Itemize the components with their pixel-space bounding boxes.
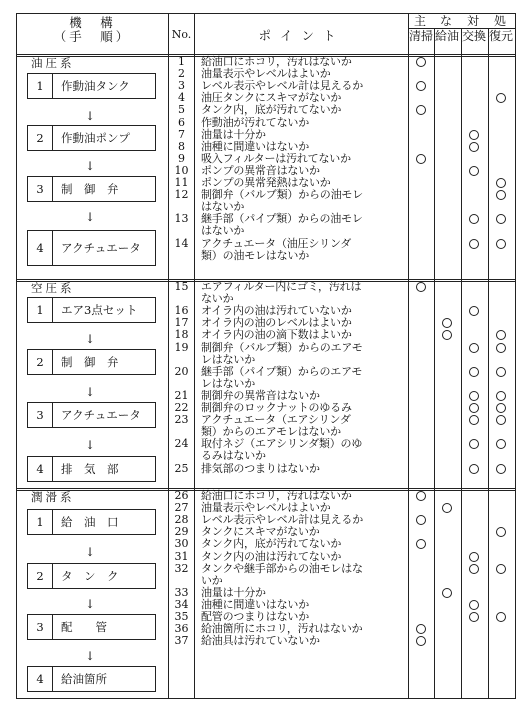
row-point-text: 油種に間違いはないか [201,139,309,153]
check-circle-icon [442,330,452,340]
check-circle-icon [496,239,506,249]
header-top-4: 処 [494,14,507,28]
row-number: 24 [174,437,189,451]
check-circle-icon [496,343,506,353]
down-arrow-icon: ↓ [85,385,96,399]
check-circle-icon [416,636,426,646]
row-number: 35 [174,610,189,623]
check-circle-icon [416,491,426,501]
inspection-row [17,437,515,463]
row-point-text: 類）の油モレはないか [201,248,309,262]
inspection-row [17,340,515,366]
header-top-1: 主 [414,14,427,28]
header-no: No. [171,28,192,41]
header-lubrication: 給油 [435,29,460,43]
check-circle-icon [496,415,506,425]
header-restoration: 復元 [489,29,514,43]
row-number: 5 [178,103,185,117]
check-circle-icon [416,57,426,67]
row-number: 11 [174,176,189,189]
check-circle-icon [416,105,426,115]
check-circle-icon [469,239,479,249]
row-number: 31 [174,549,189,563]
check-circle-icon [469,612,479,622]
step-label: 給油箇所 [61,671,107,686]
row-point-text: 制御弁（バルブ類）からのエアモ [201,340,363,354]
section-title-lubrication: 潤滑系 [31,490,75,504]
row-point-text: 排気部のつまりはないか [201,461,320,475]
check-circle-icon [496,93,506,103]
row-number: 1 [178,55,185,68]
header-mechanism [17,16,168,44]
check-circle-icon [496,439,506,449]
inspection-row [17,561,515,587]
check-circle-icon [496,612,506,622]
row-point-text: 油圧タンクにスキマがないか [201,91,342,105]
check-circle-icon [416,624,426,634]
step-label: 作動油タンク [61,78,130,93]
row-number: 2 [178,67,185,81]
row-number: 14 [174,236,189,250]
header-mechanism-label: 機 構 [69,15,116,30]
check-circle-icon [496,403,506,413]
row-point-text: アクチュエータ（油圧シリンダ [201,236,352,250]
step-label: 制 御 弁 [61,354,119,369]
down-arrow-icon: ↓ [85,159,96,173]
row-number: 36 [174,622,189,636]
check-circle-icon [416,282,426,292]
check-circle-icon [469,552,479,562]
row-number: 28 [174,513,189,527]
row-number: 12 [174,188,189,202]
row-point-text: 作動油が汚れてないか [201,115,309,129]
row-number: 25 [174,461,189,475]
row-number: 3 [178,79,185,93]
check-circle-icon [469,142,479,152]
row-number: 10 [174,163,189,177]
step-label: タ ン ク [61,568,119,583]
row-point-text: 油量は十分か [201,585,266,599]
section-title-pneumatic: 空圧系 [31,281,75,295]
header-divider [408,28,515,29]
row-number: 21 [174,388,189,402]
inspection-row [17,463,515,475]
inspection-row [17,635,515,647]
check-circle-icon [469,600,479,610]
row-point-text: 油量表示やレベルはよいか [201,501,331,515]
check-circle-icon [496,330,506,340]
header-top-2: な [440,14,453,28]
check-circle-icon [469,564,479,574]
check-circle-icon [469,439,479,449]
row-point-text: オイラ内の油は汚れていないか [201,304,352,318]
row-number: 17 [174,316,189,330]
inspection-row [17,413,515,439]
step-label: 制 御 弁 [61,181,119,196]
section-title-hydraulic: 油圧系 [31,56,75,70]
check-circle-icon [496,214,506,224]
row-number: 4 [178,91,185,105]
step-number: 1 [28,510,53,534]
step-label: 配 管 [61,619,107,634]
row-point-text: るみはないか [201,449,266,463]
down-arrow-icon: ↓ [85,649,96,663]
row-point-text: 制御弁（バルブ類）からの油モレ [201,188,363,202]
row-point-text: ポンプの異常発熱はないか [201,176,331,189]
check-circle-icon [469,306,479,316]
row-number: 32 [174,561,189,575]
check-circle-icon [496,564,506,574]
check-circle-icon [469,343,479,353]
step-label: 作動油ポンプ [61,130,130,145]
check-circle-icon [416,81,426,91]
row-point-text: はないか [201,200,245,214]
check-circle-icon [442,503,452,513]
row-number: 22 [174,401,189,414]
step-number: 3 [28,177,53,201]
row-point-text: レはないか [201,376,255,390]
step-number: 4 [28,231,53,265]
row-number: 29 [174,525,189,539]
row-number: 8 [178,139,185,153]
row-point-text: いか [201,573,223,587]
inspection-row [17,210,515,238]
step-label: 給 油 口 [61,514,119,529]
inspection-row [17,141,515,153]
check-circle-icon [416,539,426,549]
row-point-text: タンク内，底が汚れてないか [201,103,342,117]
row-point-text: タンクや継手部からの油モレはな [201,561,363,575]
check-circle-icon [416,515,426,525]
row-point-text: 給油具は汚れていないか [201,634,320,648]
down-arrow-icon: ↓ [85,109,96,123]
step-number: 3 [28,403,53,427]
check-circle-icon [469,391,479,401]
inspection-row [17,153,515,165]
inspection-row [17,104,515,116]
step-number: 3 [28,615,53,639]
check-circle-icon [496,391,506,401]
row-number: 34 [174,597,189,611]
check-circle-icon [469,130,479,140]
row-point-text: ないか [201,292,234,306]
check-circle-icon [496,190,506,200]
row-point-text: 油量は十分か [201,127,266,141]
check-circle-icon [442,588,452,598]
down-arrow-icon: ↓ [85,438,96,452]
down-arrow-icon: ↓ [85,332,96,346]
inspection-row [17,117,515,129]
inspection-row [17,538,515,550]
inspection-row [17,329,515,341]
row-number: 7 [178,127,185,141]
row-number: 37 [174,634,189,648]
row-number: 33 [174,585,189,599]
check-circle-icon [469,403,479,413]
check-circle-icon [469,464,479,474]
inspection-row [17,280,515,306]
row-number: 23 [174,413,189,427]
row-number: 30 [174,537,189,551]
step-label: アクチュエータ [61,407,141,422]
row-point-text: 継手部（パイプ類）からの油モレ [201,212,363,226]
row-point-text: オイラ内の油の滴下数はよいか [201,328,352,342]
step-number: 1 [28,298,53,322]
inspection-table [16,13,516,699]
step-number: 4 [28,457,53,481]
row-point-text: 給油箇所にホコリ，汚れはないか [201,622,363,636]
row-number: 27 [174,501,189,515]
step-label: 排 気 部 [61,461,119,476]
check-circle-icon [469,166,479,176]
row-number: 15 [174,280,189,293]
row-number: 9 [178,151,185,165]
header-procedure-label: （手 順） [53,29,132,44]
row-number: 16 [174,304,189,318]
inspection-row [17,364,515,390]
row-number: 19 [174,340,189,354]
inspection-row [17,236,515,262]
down-arrow-icon: ↓ [85,597,96,611]
row-point-text: 油種に間違いはないか [201,597,309,611]
row-point-text: レベル表示やレベル計は見えるか [201,513,363,527]
row-point-text: アクチュエータ（エアシリンダ [201,413,351,427]
check-circle-icon [469,415,479,425]
inspection-row [17,587,515,599]
row-point-text: 継手部（パイプ類）からのエアモ [201,364,363,378]
step-number: 1 [28,74,53,98]
row-number: 13 [174,212,189,226]
down-arrow-icon: ↓ [85,545,96,559]
step-number: 2 [28,350,53,374]
header-point: ポイント [258,28,345,43]
header-top-3: 対 [467,14,480,28]
check-circle-icon [496,367,506,377]
row-point-text: タンクにスキマがないか [201,525,320,539]
row-point-text: 給油口にホコリ，汚れはないか [201,55,352,68]
check-circle-icon [496,464,506,474]
row-number: 18 [174,328,189,342]
check-circle-icon [469,214,479,224]
row-point-text: エアフィルター内にゴミ，汚れは [201,280,362,293]
step-number: 4 [28,667,53,691]
step-number: 2 [28,126,53,150]
check-circle-icon [469,367,479,377]
row-point-text: 類）からのエアモレはないか [201,425,341,439]
check-circle-icon [442,318,452,328]
check-circle-icon [496,527,506,537]
step-number: 2 [28,564,53,588]
inspection-row [17,188,515,214]
row-point-text: タンク内の油は汚れてないか [201,549,342,563]
row-point-text: 取付ネジ（エアシリンダ類）のゆ [201,437,363,451]
inspection-row [17,551,515,563]
row-point-text: レベル表示やレベル計は見えるか [201,79,363,93]
header-cleaning: 清掃 [409,29,434,43]
row-number: 26 [174,489,189,502]
row-number: 6 [178,115,185,129]
row-point-text: 配管のつまりはないか [201,610,309,623]
step-box [27,666,156,692]
row-point-text: 制御弁のロックナットのゆるみ [201,401,352,414]
check-circle-icon [496,178,506,188]
row-point-text: 給油口にホコリ，汚れはないか [201,489,352,502]
header-replacement: 交換 [462,29,487,43]
row-point-text: オイラ内の油のレベルはよいか [201,316,352,330]
down-arrow-icon: ↓ [85,210,96,224]
row-point-text: レはないか [201,352,255,366]
step-label: エア3点セット [61,302,138,317]
row-point-text: 油量表示やレベルはよいか [201,67,331,81]
step-label: アクチュエータ [61,240,141,255]
row-point-text: はないか [201,224,245,238]
row-point-text: 吸入フィルターは汚れてないか [201,151,351,165]
row-point-text: ポンプの異常音はないか [201,163,320,177]
row-point-text: 制御弁の異常音はないか [201,388,320,402]
row-number: 20 [174,364,189,378]
check-circle-icon [416,154,426,164]
inspection-row [17,129,515,141]
row-point-text: タンク内，底が汚れてないか [201,537,342,551]
